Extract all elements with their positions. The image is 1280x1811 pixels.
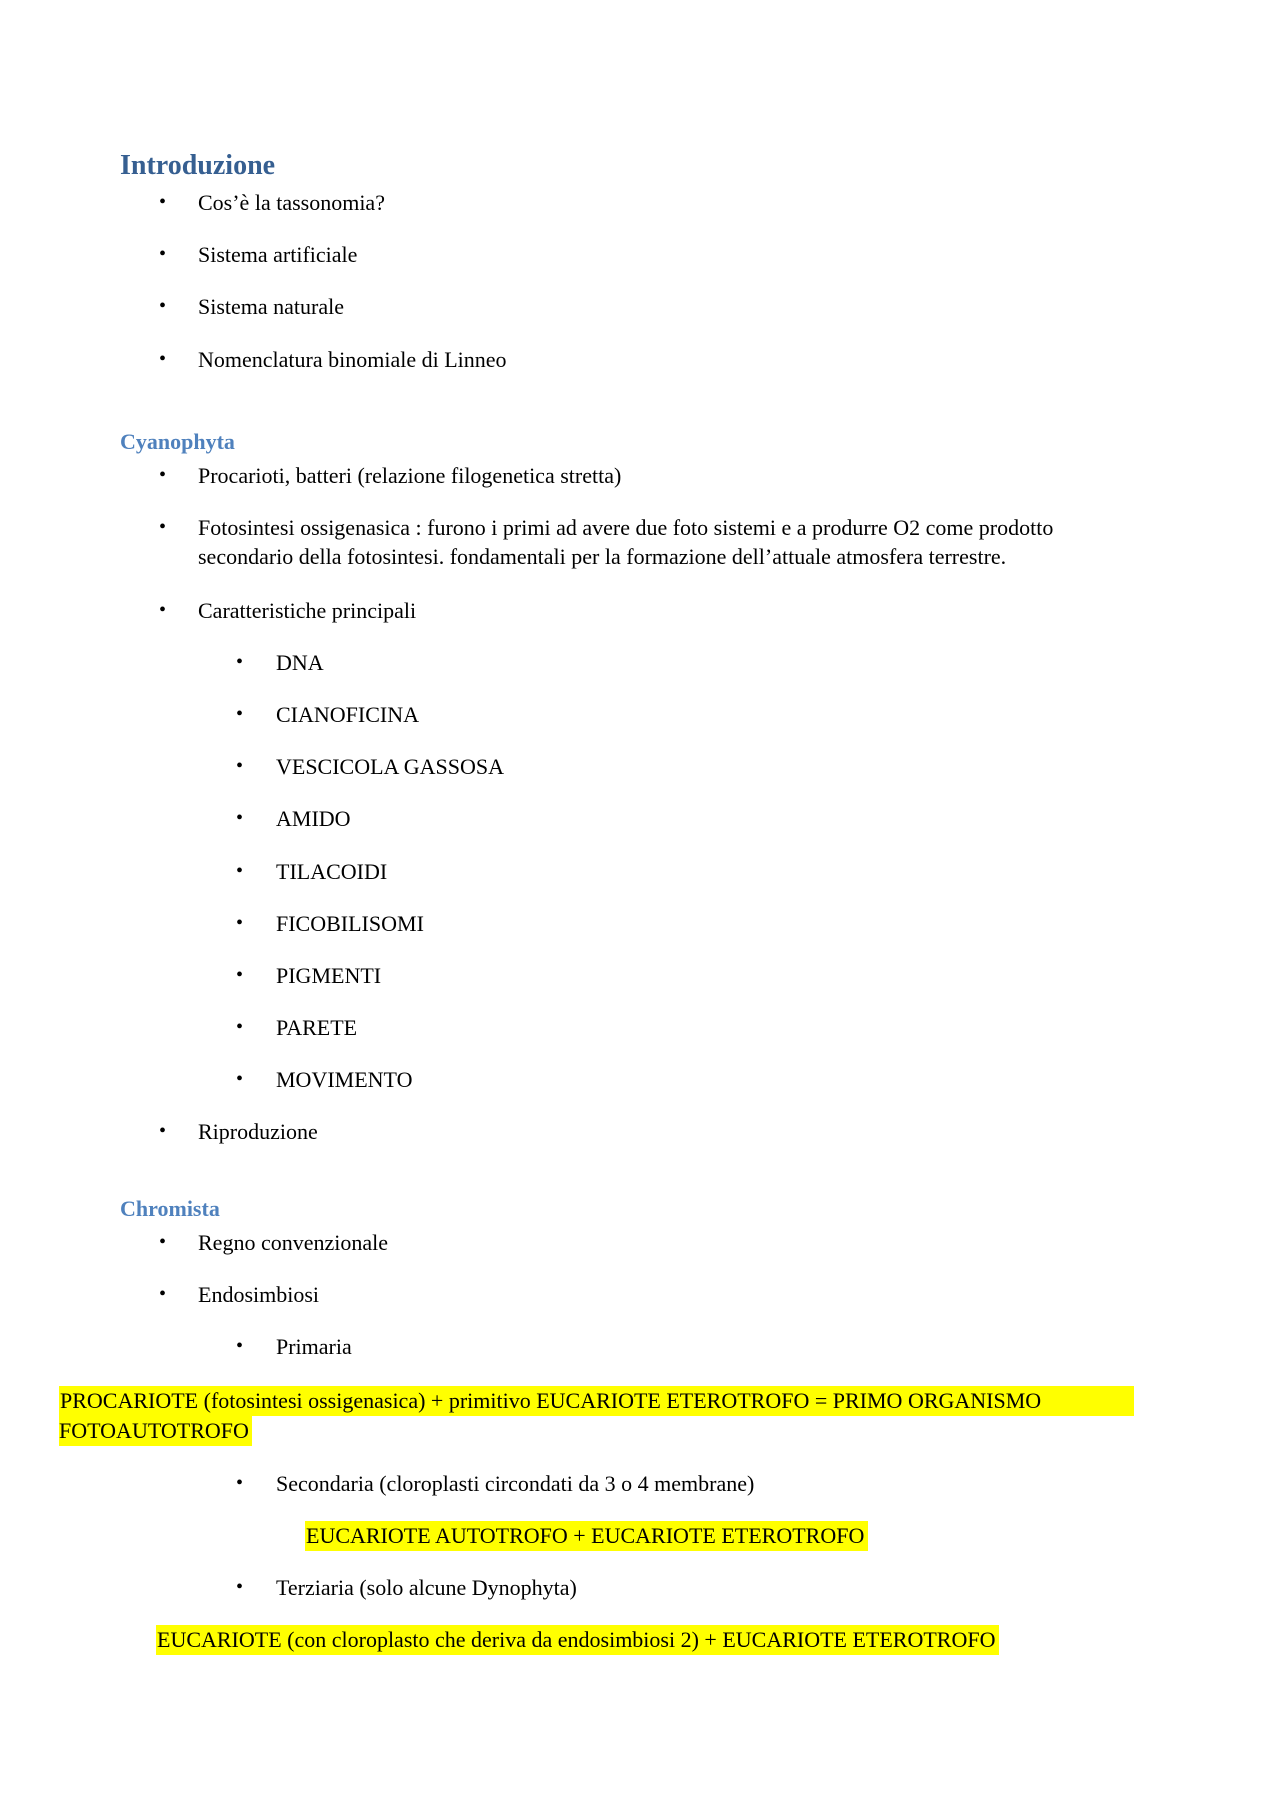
list-item: Regno convenzionale [198, 1230, 388, 1255]
highlighted-text: EUCARIOTE (con cloroplasto che deriva da endosimbiosi 2) + EUCARIOTE ETEROTROFO [156, 1625, 999, 1655]
sub-list-item: AMIDO [276, 806, 351, 831]
list-item: Endosimbiosi [198, 1282, 320, 1307]
bullet-icon: • [236, 755, 244, 777]
sub-list-item: Secondaria (cloroplasti circondati da 3 o 4 membrane) [276, 1471, 755, 1496]
sub-list-item: VESCICOLA GASSOSA [276, 754, 504, 779]
bullet-icon: • [159, 295, 167, 317]
sub-list-item: TILACOIDI [276, 859, 388, 884]
list-item: Sistema naturale [198, 294, 345, 319]
bullet-icon: • [236, 1016, 244, 1038]
bullet-icon: • [236, 1335, 244, 1357]
bullet-icon: • [236, 1068, 244, 1090]
highlighted-text: PROCARIOTE (fotosintesi ossigenasica) + primitivo EUCARIOTE ETEROTROFO = PRIMO ORGANISMO [59, 1386, 1134, 1416]
bullet-icon: • [159, 243, 167, 265]
heading-chromista: Chromista [120, 1196, 220, 1221]
bullet-icon: • [159, 1231, 167, 1253]
bullet-icon: • [236, 651, 244, 673]
heading-introduzione: Introduzione [120, 150, 276, 181]
bullet-icon: • [159, 464, 167, 486]
highlighted-text: FOTOAUTOTROFO [59, 1416, 252, 1446]
bullet-icon: • [159, 191, 167, 213]
list-item: Sistema artificiale [198, 242, 358, 267]
sub-list-item: MOVIMENTO [276, 1067, 413, 1092]
list-item: Nomenclatura binomiale di Linneo [198, 347, 507, 372]
list-item-continuation: secondario della fotosintesi. fondamentali per la formazione dell’attuale atmosfera terrestre. [198, 544, 1007, 569]
sub-list-item: FICOBILISOMI [276, 911, 424, 936]
bullet-icon: • [236, 1472, 244, 1494]
sub-list-item: Terziaria (solo alcune Dynophyta) [276, 1575, 577, 1600]
sub-list-item: PIGMENTI [276, 963, 382, 988]
list-item: Procarioti, batteri (relazione filogenetica stretta) [198, 463, 622, 488]
bullet-icon: • [159, 516, 167, 538]
bullet-icon: • [236, 964, 244, 986]
sub-list-item: PARETE [276, 1015, 358, 1040]
sub-list-item: Primaria [276, 1334, 352, 1359]
list-item: Fotosintesi ossigenasica : furono i primi ad avere due foto sistemi e a produrre O2 come prodotto [198, 515, 1054, 540]
list-item: Caratteristiche principali [198, 598, 417, 623]
bullet-icon: • [236, 860, 244, 882]
bullet-icon: • [159, 1283, 167, 1305]
list-item: Cos’è la tassonomia? [198, 190, 385, 215]
bullet-icon: • [236, 703, 244, 725]
bullet-icon: • [159, 599, 167, 621]
highlighted-text: EUCARIOTE AUTOTROFO + EUCARIOTE ETEROTROFO [305, 1521, 868, 1551]
list-item: Riproduzione [198, 1119, 318, 1144]
bullet-icon: • [159, 1120, 167, 1142]
bullet-icon: • [236, 912, 244, 934]
sub-list-item: DNA [276, 650, 324, 675]
sub-list-item: CIANOFICINA [276, 702, 419, 727]
bullet-icon: • [236, 807, 244, 829]
bullet-icon: • [159, 348, 167, 370]
bullet-icon: • [236, 1576, 244, 1598]
heading-cyanophyta: Cyanophyta [120, 429, 235, 454]
